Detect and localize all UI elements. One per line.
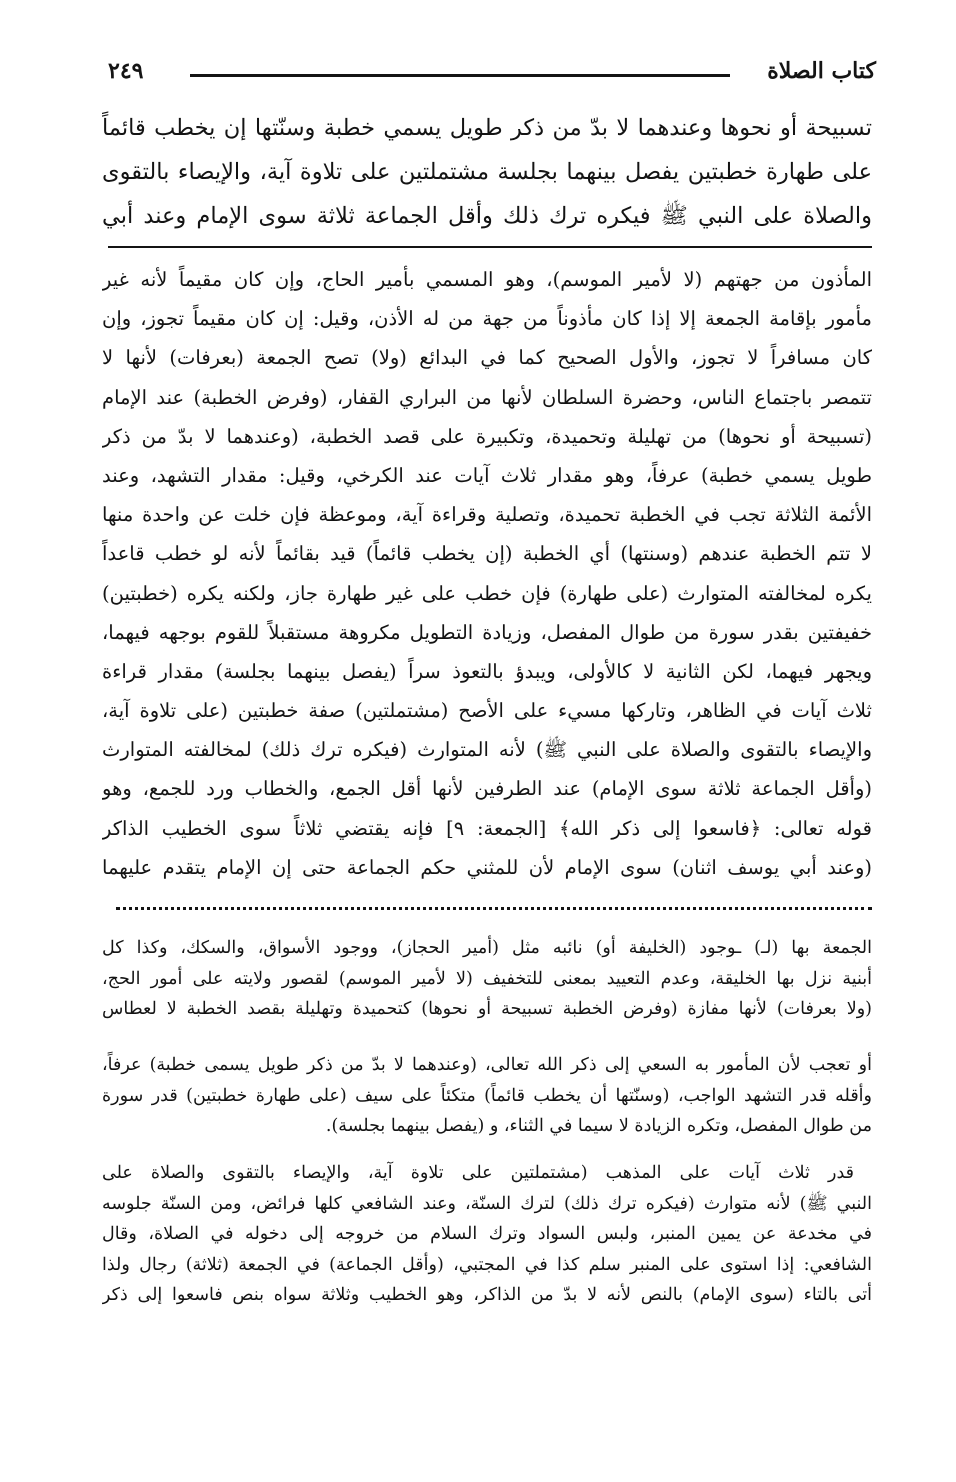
- commentary-line: أبنية نزل بها الخليقة، وعدم التعييد بمعنى للتخفيف (لا لأمير الموسم) لقصور ولايته على أمور الحج،: [102, 968, 872, 989]
- commentary-line: المأذون من جهتهم (لا لأمير الموسم)، وهو المسمي بأمير الحاج، وإن كان مقيماً لأنه غير: [102, 268, 872, 291]
- commentary-line: تتمصر باجتماع الناس، وحضرة السلطان لأنها من البراري القفار، (وفرض الخطبة) عند الإمام: [102, 385, 872, 409]
- commentary-line: يكره لمخالفته المتوارث (على طهارة) فإن خطب على غير طهارة جاز، ولكنه يكره (خطبتين): [102, 581, 872, 605]
- main-text: [102, 106, 872, 238]
- commentary-line: كان مسافراً لا تجوز، والأول الصحيح كما في البدائع (ولا) تصح الجمعة (بعرفات) لأنها لا: [102, 346, 872, 370]
- commentary-line: خفيفتين بقدر سورة من طوال المفصل، وزيادة التطويل مكروهة مستقبلاً للقوم بوجهه فيهما،: [102, 620, 872, 644]
- commentary-lower-1: [102, 933, 872, 1025]
- commentary-line: قدر ثلاث آيات على المذهب (مشتملتين على تلاوة آية، والإيصاء بالتقوى والصلاة على: [102, 1163, 854, 1183]
- commentary-line: من طوال المفصل، وتكره الزيادة لا سيما في الثناء، و (يفصل بينهما بجلسة).: [325, 1116, 872, 1136]
- commentary-line: أتى بالتاء (سوى الإمام) بالنص لأنه لا بدّ من الذاكر، وهو الخطيب وثلاثة سواه بنص فاسعوا إلى ذكر: [102, 1285, 872, 1305]
- header-rule: [190, 74, 730, 77]
- chapter-title: كتاب الصلاة: [767, 58, 876, 84]
- commentary-line: (تسبيحة أو نحوها) من تهليلة وتحميدة، وتكبيرة على قصد الخطبة، (وعندهما لا بدّ من ذكر: [102, 424, 872, 448]
- main-line: والصلاة على النبي ﷺ فيكره ترك ذلك وأقل الجماعة ثلاثة سوى الإمام وعند أبي: [102, 203, 872, 229]
- commentary-line: وأقله قدر التشهد الواجب، (وسنّتها أن يخطب قائماً) متكئاً على سيف (على طهارة خطبتين) قدر سورة: [102, 1085, 872, 1106]
- commentary-line: في مخدعة عن يمين المنبر، ولبس السواد وترك السلام من خروجه إلى دخوله في الصلاة، وقال: [102, 1224, 872, 1244]
- commentary-lower-3: [102, 1158, 872, 1311]
- commentary-line: الجمعة بها (لـ) ـوجود (الخليفة أو) نائبه مثل (أمير الحجاز)، ووجود الأسواق، والسكك، وكذا كل: [102, 938, 872, 958]
- main-separator: [108, 246, 872, 248]
- commentary-line: (وعند أبي يوسف اثنان) سوى الإمام لأن للمثني حكم الجماعة حتى إن الإمام يتقدم عليهما: [102, 855, 872, 879]
- commentary-line: ويجهر فيهما، لكن الثانية لا كالأولى، ويبدؤ بالتعوذ سراً (يفصل بينهما بجلسة) مقدار قراءة: [102, 659, 872, 683]
- main-line: على طهارة خطبتين يفصل بينهما بجلسة مشتملتين على تلاوة آية، والإيصاء بالتقوى: [102, 159, 872, 185]
- commentary-line: قوله تعالى: ﴿فاسعوا إلى ذكر الله﴾ [الجمعة: ٩] فإنه يقتضي ثلاثاً سوى الخطيب الذاكر: [102, 816, 872, 840]
- commentary-line: لا تتم الخطبة عندهم (وسنتها) أي الخطبة (إن يخطب قائماً) قيد بقائماً لأنه لو خطب قاعداً: [102, 542, 872, 566]
- dotted-separator: [116, 907, 872, 910]
- commentary-upper: [102, 260, 872, 887]
- commentary-lower-2: [102, 1050, 872, 1142]
- page-number: ٢٤٩: [108, 58, 144, 84]
- commentary-line: ثلاث آيات في الظاهر، وتاركها مسيء على الأصح (مشتملتين) صفة خطبتين (على تلاوة آية،: [102, 699, 872, 723]
- commentary-line: أو تعجب لأن المأمور به السعي إلى ذكر الله تعالى، (وعندهما لا بدّ من ذكر طويل يسمى خطبة) عرفاً،: [102, 1055, 872, 1075]
- commentary-line: والإيصاء بالتقوى والصلاة على النبي ﷺ) لأنه المتوارث (فيكره ترك ذلك) لمخالفته المتوارث: [102, 738, 872, 762]
- commentary-line: النبي ﷺ) لأنه متوارث (فيكره ترك ذلك) لترك السنّة، وعند الشافعي كلها فرائض، ومن السنّة جلوسه: [102, 1193, 872, 1214]
- commentary-line: (وأقل الجماعة ثلاثة سوى الإمام) عند الطرفين لأنها أقل الجمع، والخطاب ورد للجمع، وهو: [102, 777, 872, 801]
- commentary-line: مأمور بإقامة الجمعة إلا إذا كان مأذوناً من جهة من له الأذن، وقيل: إن كان مقيماً تجوز، وإن: [102, 307, 872, 331]
- commentary-line: الأئمة الثلاثة تجب في الخطبة تحميدة، وتصلية وقراءة آية، وموعظة فإن خلت عن واحدة منها: [102, 503, 872, 527]
- commentary-line: الشافعي: إذا استوى على المنبر سلم كذا في المجتبي، (وأقل الجماعة) في الجمعة (ثلاثة) رجال ولذا: [102, 1254, 872, 1275]
- commentary-line: طويل يسمي خطبة) عرفاً، وهو مقدار ثلاث آيات عند الكرخي، وقيل: مقدار التشهد، وعند: [102, 463, 872, 487]
- main-line: تسبيحة أو نحوها وعندهما لا بدّ من ذكر طويل يسمي خطبة وسنّتها إن يخطب قائماً: [102, 115, 872, 141]
- commentary-line: (ولا بعرفات) لأنها مفازة (وفرض الخطبة تسبيحة أو نحوها) كتحميدة وتهليلة بقصد الخطبة لا لعطاس: [102, 999, 872, 1020]
